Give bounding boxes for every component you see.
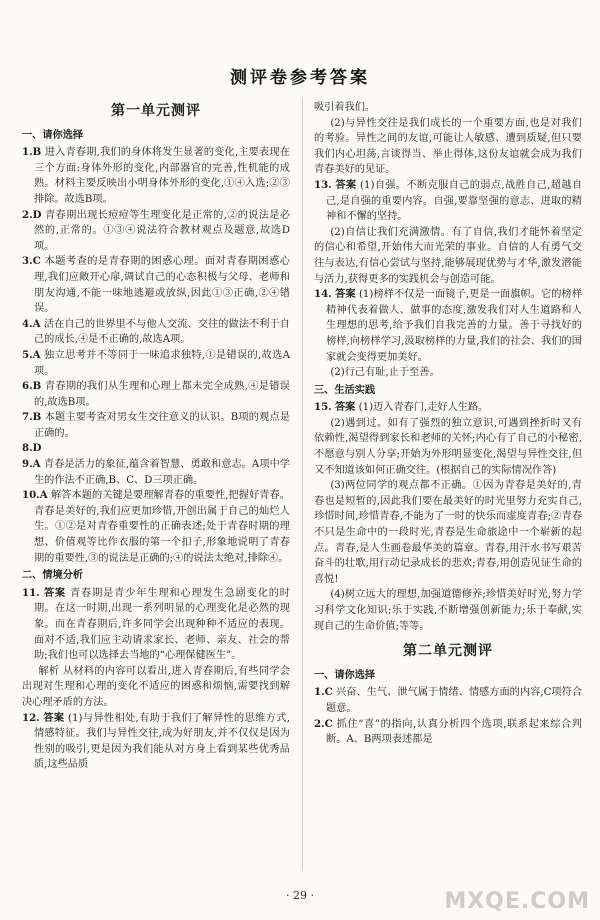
item-label: 解析 (38, 665, 60, 677)
unit1-section-choice: 一、请你选择 (22, 128, 84, 141)
item-answer: D (32, 208, 42, 221)
item-number: 8. (22, 442, 33, 455)
item-answer: C (324, 717, 333, 730)
item-text: 本题考查的是青春期的困惑心理。面对青春期困惑心理,我们应敞开心扉,调试自己的心态积极与父母、老师和朋友沟通,不能一味地逃避或放纵,因此①③正确,②④错误。 (34, 256, 290, 315)
unit1-choice-item-3 (22, 254, 290, 316)
unit1-choice-item-7 (22, 410, 290, 441)
unit1-situation-item-1 (22, 586, 290, 664)
unit1-answer-item-3 (314, 287, 582, 365)
item-text: 抓住“喜”的指向,认真分析四个选项,联系起来综合判断。A、B两项表述都是 (326, 718, 582, 746)
item-text: 青春是活力的象征,蕴含着智慧、勇敢和意志。A项中学生的作法不正确,B、C、D三项正确。 (34, 459, 290, 486)
item-text: (1)迈入青春门,走好人生路。 (358, 402, 489, 414)
item-number: 12. (22, 711, 40, 724)
item-text: 从材料的内容可以看出,进入青春期后,有些同学会出现对生理和心理的变化不适应的困惑和烦恼,需要找到解决心理矛盾的方法。 (22, 665, 290, 708)
item-number: 15. (314, 401, 332, 414)
unit1-title: 第一单元测评 (111, 103, 201, 119)
column-divider (302, 98, 303, 870)
unit1-section-situation: 二、情境分析 (22, 569, 84, 582)
item-answer: B (32, 146, 42, 159)
page-title: 测评卷参考答案 (230, 68, 370, 88)
item-answer: B (32, 380, 42, 393)
item-label: 答案 (43, 711, 65, 724)
unit1-choice-item-5 (22, 348, 290, 379)
right-column (314, 100, 582, 748)
unit1-practice-item-3 (314, 478, 582, 587)
unit1-choice-item-8 (22, 441, 290, 457)
item-number: 10. (22, 489, 40, 502)
item-answer: A (32, 317, 41, 330)
item-text: 兴奋、生气、泄气属于情绪、情感方面的内容,C项符合题意。 (326, 687, 583, 714)
item-text: (3)两位同学的观点都不正确。①因为青春是美好的,青春也是短暂的,因此我们要在最美好的时光里努力充实自己,珍惜时间,珍惜青春,不能为了一时的快乐而虚度青春;②青春不只是生命中的一段时光,青春是生命旅途中一个崭新的起点。青春,是人生画卷最华美的篇章。青春,用汗水书写艰苦奋斗的壮歌,用行动记录成长的悲欢;青春,用创造见证生命的喜悦! (314, 480, 582, 585)
item-number: 4. (22, 317, 33, 330)
unit2-choice-item-1 (314, 685, 582, 716)
item-number: 7. (22, 411, 33, 424)
item-text: 青春期的我们从生理和心理上都未完全成熟,④是错误的,故选B项。 (34, 381, 290, 408)
unit1-choice-item-9 (22, 457, 290, 488)
item-label: 答案 (334, 401, 356, 414)
item-label: 答案 (43, 586, 66, 599)
item-text: 青春期是青少年生理和心理发生急剧变化的时期。在这一时期,出现一系列明显的心理变化是必然的现象。而在青春期后,许多同学会出现种种不适应的表现。面对不适,我们应主动请求家长、老师、亲友、社会的帮助;我们也可以选择去当地的“心理保健医生”。 (34, 587, 290, 662)
answer-12-part2: (2)与异性交往是我们成长的一个重要方面,也是对我们的考验。异性之间的友谊,可能让人敏感、遭到质疑,但只要我们内心坦荡,言谈得当、举止得体,这份友谊就会成为我们青春美好的见证。 (314, 117, 582, 176)
item-text: 进入青春期,我们的身体将发生显著的变化,主要表现在三个方面:身体外形的变化,内部器官的完善,性机能的成熟。材料主要反映出小明身体外形的变化,①④入选;②③排除。故选B项。 (34, 147, 290, 205)
unit1-answer-item-2 (314, 225, 582, 287)
unit2-title: 第二单元测评 (403, 643, 493, 660)
item-number: 2. (314, 717, 325, 730)
item-answer: C (32, 255, 41, 268)
item-answer: B (32, 411, 42, 424)
item-answer: D (32, 442, 42, 455)
item-number: 6. (22, 380, 33, 393)
unit2-choice-item-2 (314, 717, 582, 748)
unit1-choice-item-10 (22, 488, 290, 566)
item-text: 独立思考并不等同于一味追求独特,①是错误的,故选A项。 (34, 349, 290, 377)
unit2-section-choice: 一、请你选择 (314, 668, 376, 681)
item-label: 答案 (335, 178, 357, 191)
item-text: 本题主要考查对男女生交往意义的认识。B项的观点是正确的。 (34, 412, 291, 439)
unit1-choice-item-4 (22, 317, 290, 348)
watermark-logo: MXQE.COM (444, 889, 590, 914)
unit1-answer-item-4 (314, 365, 582, 381)
unit1-choice-item-1 (22, 145, 290, 207)
item-number: 1. (314, 686, 325, 699)
item-text: 解答本题的关键是要理解青春的重要性,把握好青春。青春是美好的,我们应更加珍惜,开创出属于自己的灿烂人生。①②是对青春重要性的正确表述;处于青春时期的理想、价值观等比作衣服的第一个扣子,形象地说明了青春期的重要性,③的说法是正确的;④的说法太绝对,排除④。 (34, 490, 290, 564)
unit1-choice-item-6 (22, 379, 290, 410)
unit1-practice-item-1 (314, 400, 582, 416)
item-answer: A (39, 489, 48, 502)
unit1-practice-item-2 (314, 416, 582, 478)
unit1-situation-item-3 (22, 711, 290, 773)
item-number: 1. (22, 146, 33, 159)
answer-12-continued: 吸引着我们。 (314, 102, 376, 113)
item-label: 答案 (335, 288, 356, 301)
unit1-answer-item-1 (314, 178, 582, 225)
item-number: 11. (22, 586, 40, 599)
item-number: 13. (314, 178, 332, 191)
item-text: 活在自己的世界里不与他人交流、交往的做法不利于自己的成长,④是不正确的,故选A项。 (34, 318, 290, 346)
item-number: 2. (22, 208, 33, 221)
unit1-section-practice: 三、生活实践 (314, 383, 376, 396)
page-number: · 29 · (286, 889, 314, 902)
unit1-choice-item-2 (22, 208, 290, 255)
item-text: (1)自强。不断克服自己的弱点,战胜自己,超越自己,是自强的重要内容。自强,要靠坚强的意志、进取的精神和不懈的坚持。 (326, 179, 583, 223)
item-text: (2)遇到过。如有了强烈的独立意识,可遇到挫折时又有依赖性,渴望得到家长和老师的关怀;内心有了自己的小秘密,不愿意与别人分享;开始为外形明显变化,渴望与异性交往,但又不知道该如何正确交往。(根据自己的实际情况作答) (314, 417, 582, 476)
unit1-situation-item-2 (22, 664, 290, 711)
item-text: (4)树立远大的理想,加强道德修养;珍惜美好时光,努力学习科学文化知识;乐于实践,不断增强创新能力;乐于奉献,实现自己的生命价值;等等。 (314, 589, 582, 632)
item-number: 5. (22, 348, 33, 361)
item-text: 青春期出现长痘痘等生理变化是正常的,②的说法是必然的,正常的。①③④说法符合教材观点及题意,故选D项。 (34, 209, 290, 252)
item-text: (1)与异性相处,有助于我们了解异性的思维方式,情感特征。我们与异性交往,成为好朋友,并不仅仅是因为性别的吸引,更是因为我们能从对方身上看到某些优秀品质,这些品质 (34, 712, 291, 771)
item-answer: A (32, 458, 41, 471)
item-answer: A (32, 348, 41, 361)
unit1-practice-item-4 (314, 587, 582, 634)
item-number: 9. (22, 458, 33, 471)
item-text: (1)榜样不仅是一面镜子,更是一面旗帜。它的榜样精神代表着做人、做事的态度,激发我们对人生道路和人生理想的思考,给予我们自我完善的力量。善于寻找好的榜样,向榜样学习,汲取榜样的力量,我们的社会、我们的国家就会变得更加美好。 (326, 289, 583, 363)
item-number: 14. (314, 288, 332, 301)
left-column (22, 100, 290, 773)
item-text: (2)自信让我们充满激情。有了自信,我们才能怀着坚定的信心和希望,开始伟大而光荣的事业。自信的人有勇气交往与表达,有信心尝试与坚持,能够展现优势与才华,激发潜能与活力,获得更多的实践机会与创造可能。 (314, 226, 582, 285)
item-number: 3. (22, 255, 33, 268)
item-answer: C (324, 686, 333, 699)
item-text: (2)行己有耻,止于至善。 (330, 367, 440, 379)
